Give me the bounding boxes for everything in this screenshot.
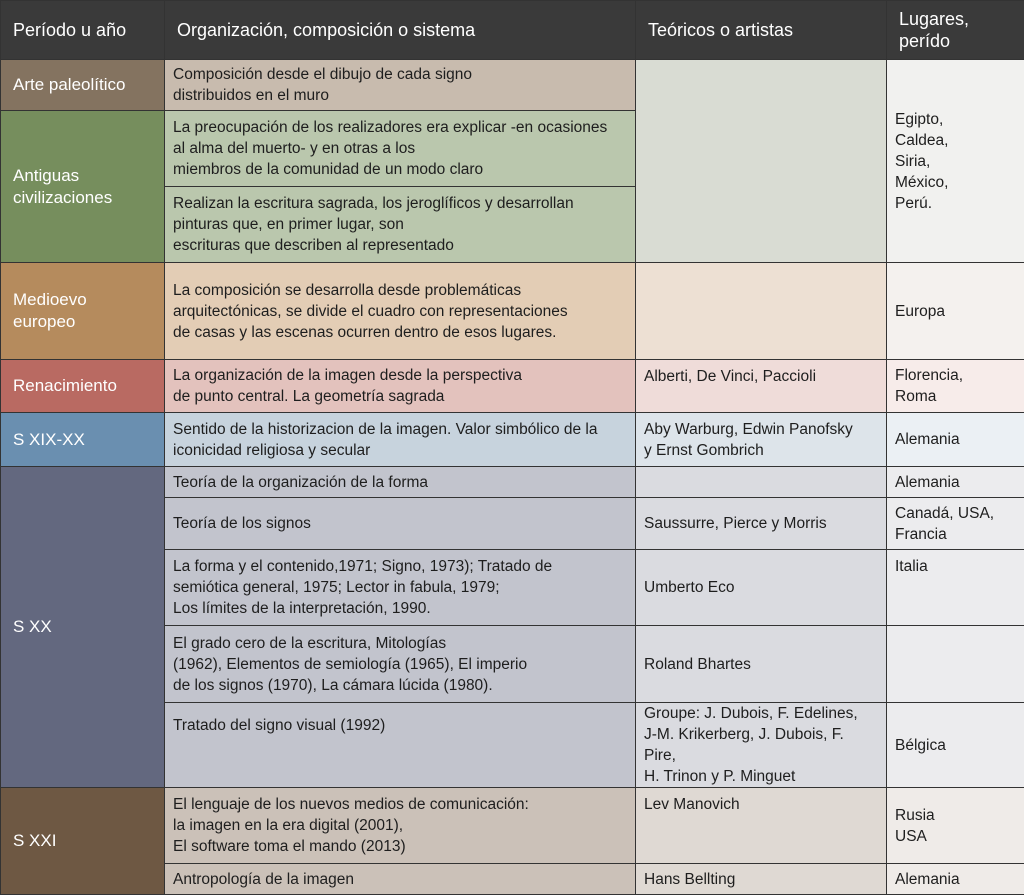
header-organization: Organización, composición o sistema <box>165 1 636 60</box>
period-cell-sxx: S XX <box>1 467 165 788</box>
table-row <box>1 413 1024 467</box>
places-cell: Alemania <box>887 413 1024 467</box>
theorists-cell: Roland Bhartes <box>636 626 887 703</box>
header-places: Lugares, perído <box>887 1 1024 60</box>
places-cell: Canadá, USA, Francia <box>887 498 1024 550</box>
theorists-cell: Umberto Eco <box>636 550 887 626</box>
theorists-cell-empty <box>636 60 887 263</box>
places-cell: Bélgica <box>887 703 1024 788</box>
org-cell: Teoría de los signos <box>165 498 636 550</box>
org-cell: Tratado del signo visual (1992) <box>165 703 636 788</box>
places-cell: Egipto, Caldea, Siria, México, Perú. <box>887 60 1024 263</box>
period-cell-sxxi: S XXI <box>1 788 165 895</box>
org-cell: La composición se desarrolla desde problemáticas arquitectónicas, se divide el cuadro con representaciones de casas y las escenas ocurren dentro de esos lugares. <box>165 263 636 360</box>
org-cell: Sentido de la historizacion de la imagen. Valor simbólico de la iconicidad religiosa y secular <box>165 413 636 467</box>
period-cell-medioevo: Medioevo europeo <box>1 263 165 360</box>
period-cell-sxixxx: S XIX-XX <box>1 413 165 467</box>
org-cell: La preocupación de los realizadores era explicar -en ocasiones al alma del muerto- y en otras a los miembros de la comunidad de un modo claro <box>165 111 636 187</box>
table-row <box>1 788 1024 864</box>
theorists-cell: Groupe: J. Dubois, F. Edelines, J-M. Krikerberg, J. Dubois, F. Pire, H. Trinon y P. Minguet <box>636 703 887 788</box>
org-cell: El lenguaje de los nuevos medios de comunicación: la imagen en la era digital (2001), El software toma el mando (2013) <box>165 788 636 864</box>
theorists-cell: Alberti, De Vinci, Paccioli <box>636 360 887 413</box>
period-cell-paleolitico: Arte paleolítico <box>1 60 165 111</box>
theorists-cell: Saussurre, Pierce y Morris <box>636 498 887 550</box>
header-period: Período u año <box>1 1 165 60</box>
places-cell: Florencia, Roma <box>887 360 1024 413</box>
places-cell: Alemania <box>887 467 1024 498</box>
org-cell: Antropología de la imagen <box>165 864 636 895</box>
theorists-cell-empty <box>636 263 887 360</box>
table-row <box>1 360 1024 413</box>
header-theorists: Teóricos o artistas <box>636 1 887 60</box>
period-cell-renacimiento: Renacimiento <box>1 360 165 413</box>
org-cell: Composición desde el dibujo de cada signo distribuidos en el muro <box>165 60 636 111</box>
org-cell: Teoría de la organización de la forma <box>165 467 636 498</box>
theorists-cell: Hans Bellting <box>636 864 887 895</box>
table-row <box>1 467 1024 498</box>
org-cell: La forma y el contenido,1971; Signo, 1973); Tratado de semiótica general, 1975; Lector in fabula, 1979; Los límites de la interpretación, 1990. <box>165 550 636 626</box>
org-cell: La organización de la imagen desde la perspectiva de punto central. La geometría sagrada <box>165 360 636 413</box>
places-cell: Alemania <box>887 864 1024 895</box>
table-row <box>1 60 1024 111</box>
org-cell: El grado cero de la escritura, Mitologías (1962), Elementos de semiología (1965), El imperio de los signos (1970), La cámara lúcida (1980). <box>165 626 636 703</box>
places-cell-empty <box>887 626 1024 703</box>
places-cell: Italia <box>887 550 1024 626</box>
header-row <box>1 1 1024 60</box>
org-cell: Realizan la escritura sagrada, los jeroglíficos y desarrollan pinturas que, en primer lugar, son escrituras que describen al representado <box>165 187 636 263</box>
theorists-cell: Lev Manovich <box>636 788 887 864</box>
theorists-cell: Aby Warburg, Edwin Panofsky y Ernst Gombrich <box>636 413 887 467</box>
places-cell: Rusia USA <box>887 788 1024 864</box>
period-cell-antiguas: Antiguas civilizaciones <box>1 111 165 263</box>
places-cell: Europa <box>887 263 1024 360</box>
theorists-cell-empty <box>636 467 887 498</box>
table-row <box>1 263 1024 360</box>
